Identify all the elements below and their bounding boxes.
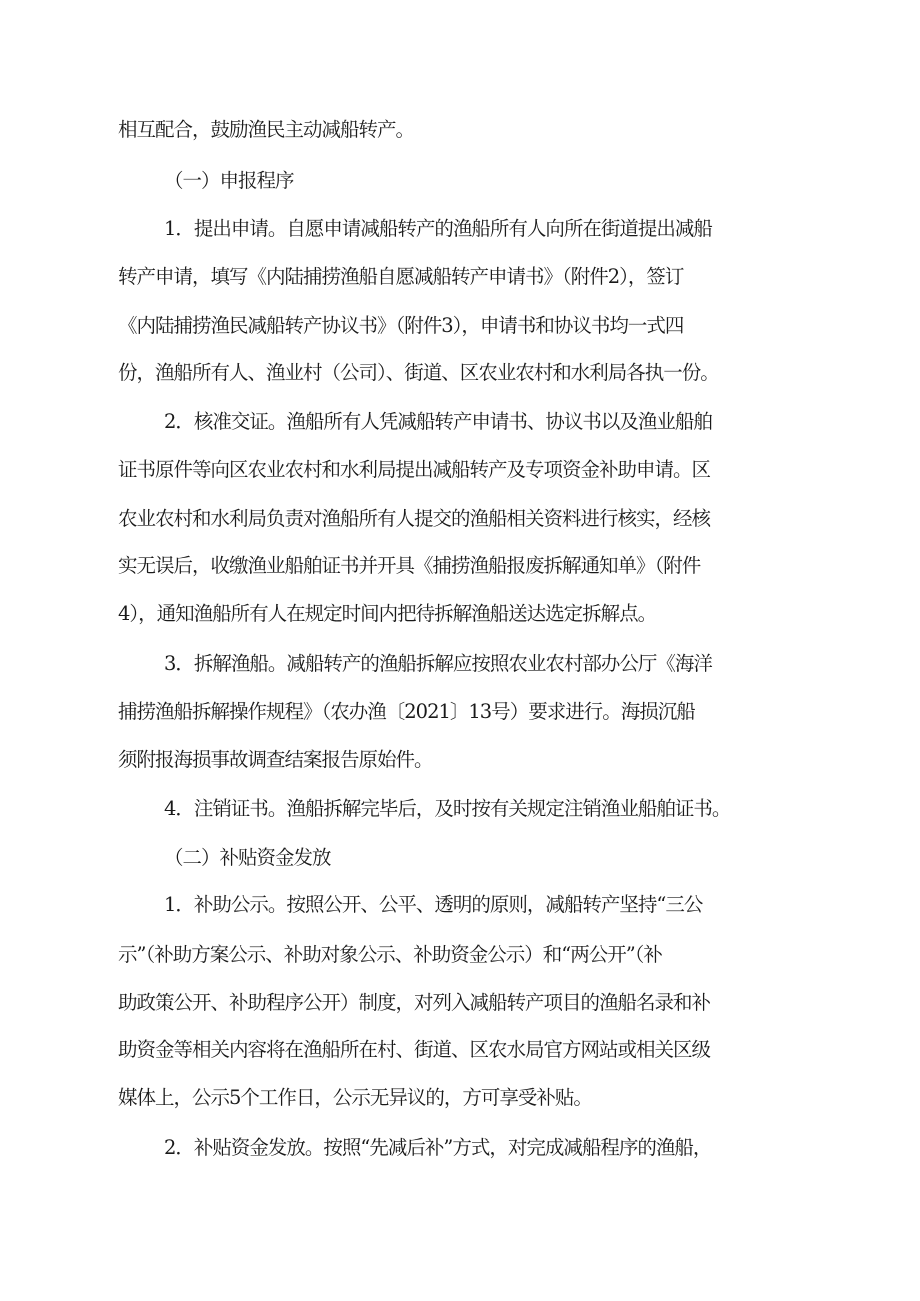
- section-heading: （二）补贴资金发放: [164, 846, 331, 869]
- paragraph-line: 4），通知渔船所有人在规定时间内把待拆解渔船送达选定拆解点。: [118, 602, 657, 625]
- paragraph-line: 实无误后，收缴渔业船舶证书并开具《捕捞渔船报废拆解通知单》（附件: [118, 554, 701, 577]
- paragraph-line: 2．补贴资金发放。按照“先减后补”方式，对完成减船程序的渔船，: [164, 1136, 712, 1159]
- paragraph-line: 相互配合，鼓励渔民主动减船转产。: [118, 118, 415, 141]
- paragraph-line: 助资金等相关内容将在渔船所在村、街道、区农水局官方网站或相关区级: [118, 1038, 711, 1061]
- paragraph-line: 1．提出申请。自愿申请减船转产的渔船所有人向所在街道提出减船: [164, 217, 712, 240]
- paragraph-line: 4．注销证书。渔船拆解完毕后，及时按有关规定注销渔业船舶证书。: [164, 797, 731, 820]
- paragraph-line: 份，渔船所有人、渔业村（公司）、街道、区农业农村和水利局各执一份。: [118, 361, 719, 384]
- paragraph-line: 1．补助公示。按照公开、公平、透明的原则，减船转产坚持“三公: [164, 893, 703, 916]
- paragraph-line: 助政策公开、补助程序公开）制度，对列入减船转产项目的渔船名录和补: [118, 991, 711, 1014]
- paragraph-line: 2．核准交证。渔船所有人凭减船转产申请书、协议书以及渔业船舶: [164, 410, 712, 433]
- paragraph-line: 《内陆捕捞渔民减船转产协议书》（附件3），申请书和协议书均一式四: [118, 314, 684, 337]
- paragraph-line: 须附报海损事故调查结案报告原始件。: [118, 748, 433, 771]
- paragraph-line: 示”（补助方案公示、补助对象公示、补助资金公示）和“两公开”（补: [118, 943, 662, 966]
- paragraph-line: 农业农村和水利局负责对渔船所有人提交的渔船相关资料进行核实，经核: [118, 507, 711, 530]
- section-heading: （一）申报程序: [164, 169, 294, 192]
- paragraph-line: 3．拆解渔船。减船转产的渔船拆解应按照农业农村部办公厅《海洋: [164, 652, 712, 675]
- paragraph-line: 转产申请，填写《内陆捕捞渔船自愿减船转产申请书》（附件2），签订: [118, 265, 684, 288]
- paragraph-line: 媒体上，公示5个工作日，公示无异议的，方可享受补贴。: [118, 1086, 592, 1109]
- paragraph-line: 捕捞渔船拆解操作规程》（农办渔〔2021〕13号）要求进行。海损沉船: [118, 700, 695, 723]
- paragraph-line: 证书原件等向区农业农村和水利局提出减船转产及专项资金补助申请。区: [118, 458, 711, 481]
